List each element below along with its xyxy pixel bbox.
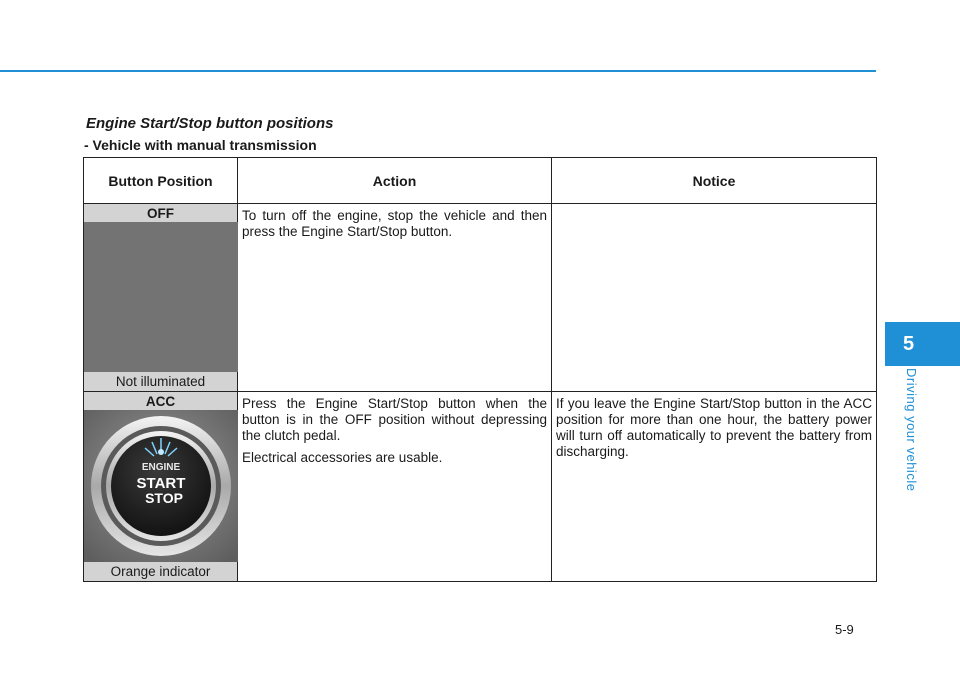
button-text-stop: STOP <box>145 490 183 506</box>
position-cell <box>84 204 238 392</box>
action-text: Press the Engine Start/Stop button when the button is in the OFF position without depressing the clutch pedal. <box>242 396 547 443</box>
table-row-off <box>84 204 877 392</box>
position-cell <box>84 392 238 582</box>
action-text: Electrical accessories are usable. <box>242 450 443 465</box>
notice-cell <box>552 204 877 392</box>
subtitle: - Vehicle with manual transmission <box>84 137 317 153</box>
header-notice: Notice <box>552 158 877 204</box>
button-text-engine: ENGINE <box>141 462 181 473</box>
action-cell <box>238 204 552 392</box>
section-title: Engine Start/Stop button positions <box>86 115 334 132</box>
off-button-image <box>84 222 238 372</box>
action-cell <box>238 392 552 582</box>
button-text-start: START <box>136 475 186 492</box>
header-action: Action <box>238 158 552 204</box>
chapter-label: Driving your vehicle <box>904 368 919 492</box>
position-label: ACC <box>84 392 237 410</box>
engine-start-stop-button-icon <box>84 410 238 562</box>
action-text: To turn off the engine, stop the vehicle and then press the Engine Start/Stop button. <box>242 208 547 239</box>
notice-cell: If you leave the Engine Start/Stop button in the ACC position for more than one hour, the battery power will turn off automatically to prevent the battery from discharging. <box>552 392 877 582</box>
page-number: 5-9 <box>835 622 854 637</box>
position-caption: Orange indicator <box>84 562 237 581</box>
table-row-acc <box>84 392 877 582</box>
header-rule <box>0 70 876 72</box>
chapter-tab <box>885 322 960 366</box>
position-caption: Not illuminated <box>84 372 237 391</box>
header-button-position: Button Position <box>84 158 238 204</box>
button-position-table <box>83 157 877 582</box>
chapter-number: 5 <box>903 332 915 355</box>
position-label: OFF <box>84 204 237 222</box>
acc-button-image <box>84 410 238 562</box>
table-header-row <box>84 158 877 204</box>
